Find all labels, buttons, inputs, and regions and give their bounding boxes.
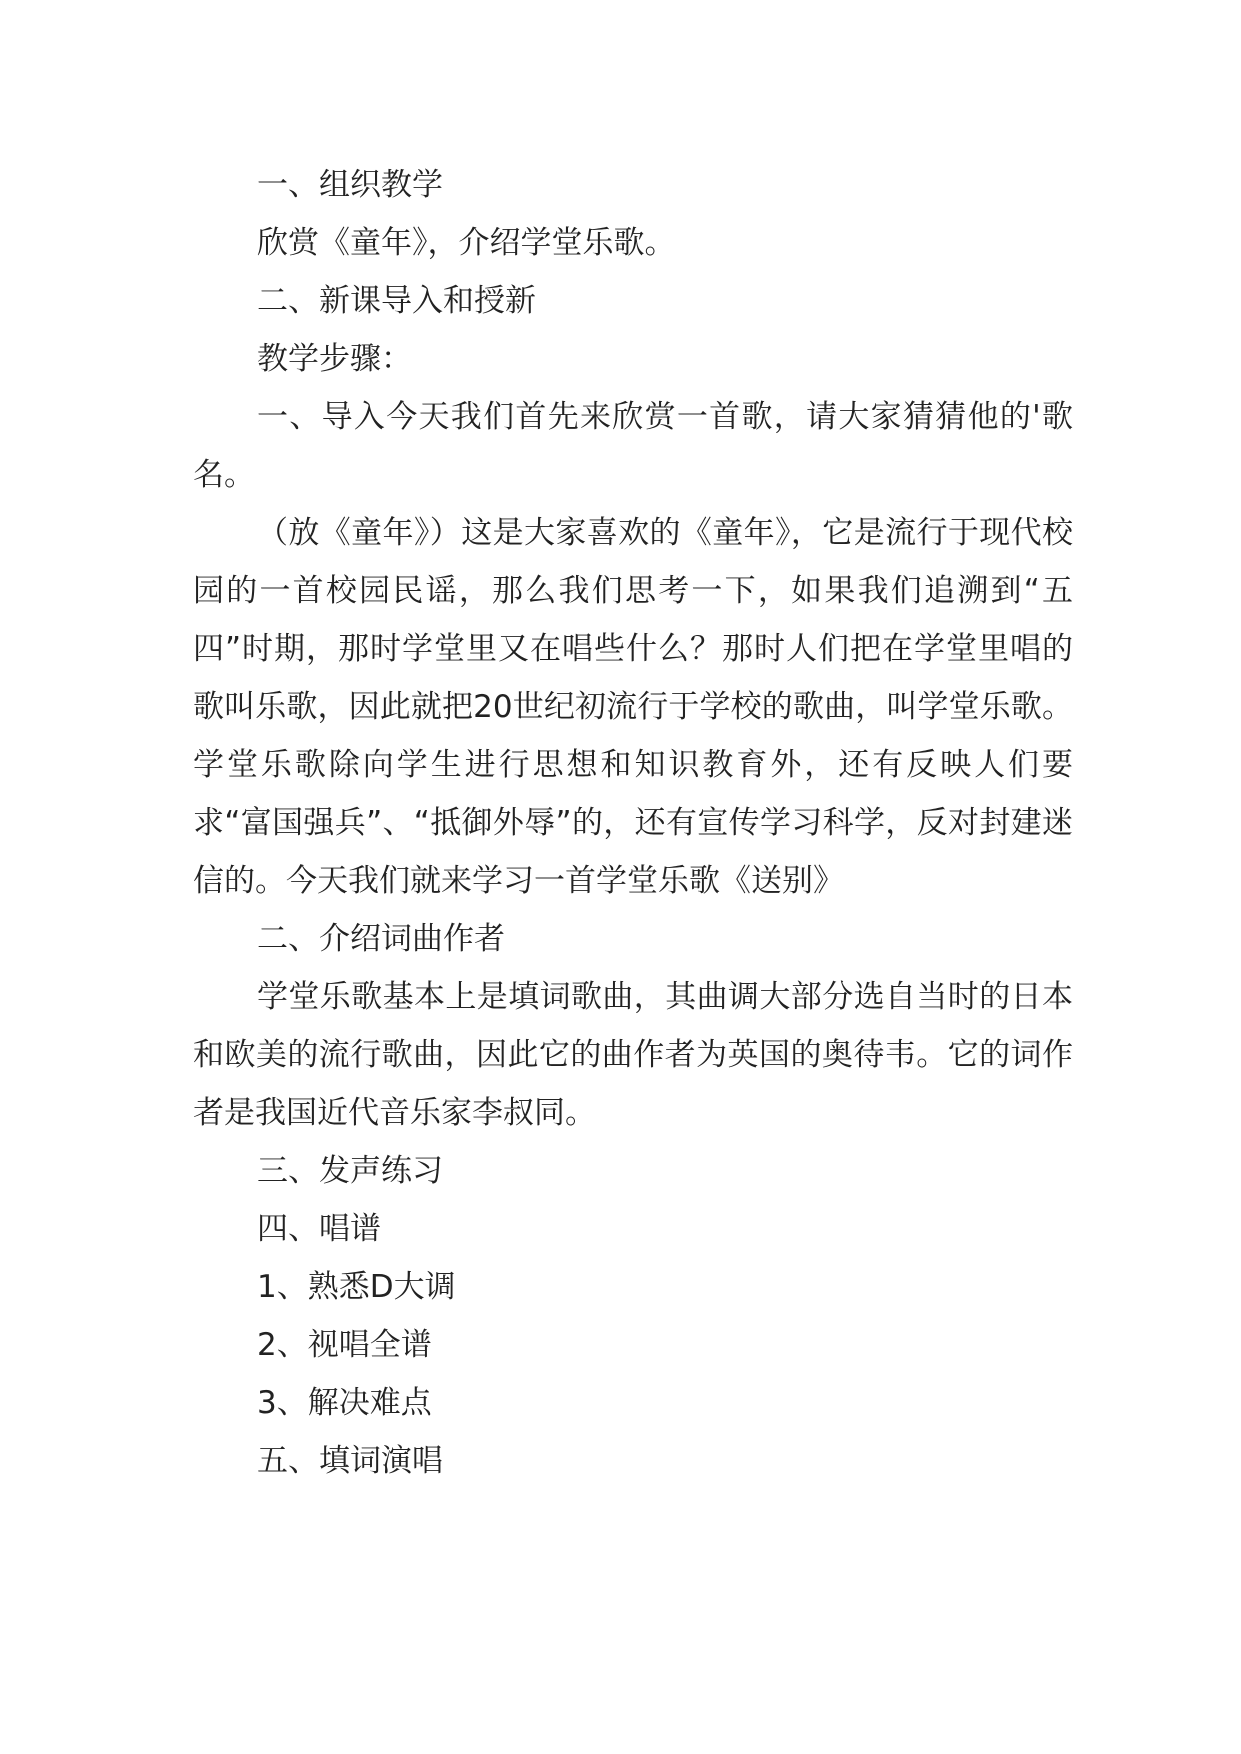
list-item: 1、熟悉D大调: [257, 1269, 456, 1305]
section-heading: 四、唱谱: [257, 1211, 381, 1247]
paragraph: 欣赏《童年》，介绍学堂乐歌。: [257, 225, 676, 261]
section-heading: 三、发声练习: [257, 1153, 443, 1189]
section-heading: 二、新课导入和授新: [257, 283, 536, 319]
list-item: 3、解决难点: [257, 1385, 432, 1421]
paragraph: 学堂乐歌基本上是填词歌曲，其曲调大部分选自当时的日本和欧美的流行歌曲，因此它的曲作者为英国的奥待韦。它的词作者是我国近代音乐家李叔同。: [193, 979, 1073, 1131]
paragraph: 一、导入今天我们首先来欣赏一首歌，请大家猜猜他的'歌名。: [193, 399, 1073, 493]
document-body: [193, 156, 1073, 1490]
list-item: 2、视唱全谱: [257, 1327, 432, 1363]
paragraph: 教学步骤：: [257, 341, 412, 377]
section-heading: 二、介绍词曲作者: [257, 921, 505, 957]
paragraph: （放《童年》）这是大家喜欢的《童年》，它是流行于现代校园的一首校园民谣，那么我们思考一下，如果我们追溯到“五四”时期，那时学堂里又在唱些什么？那时人们把在学堂里唱的歌叫乐歌，因此就把20世纪初流行于学校的歌曲，叫学堂乐歌。学堂乐歌除向学生进行思想和知识教育外，还有反映人们要求“富国强兵”、“抵御外辱”的，还有宣传学习科学，反对封建迷信的。今天我们就来学习一首学堂乐歌《送别》: [193, 515, 1073, 899]
section-heading: 五、填词演唱: [257, 1443, 443, 1479]
section-heading: 一、组织教学: [257, 167, 443, 203]
